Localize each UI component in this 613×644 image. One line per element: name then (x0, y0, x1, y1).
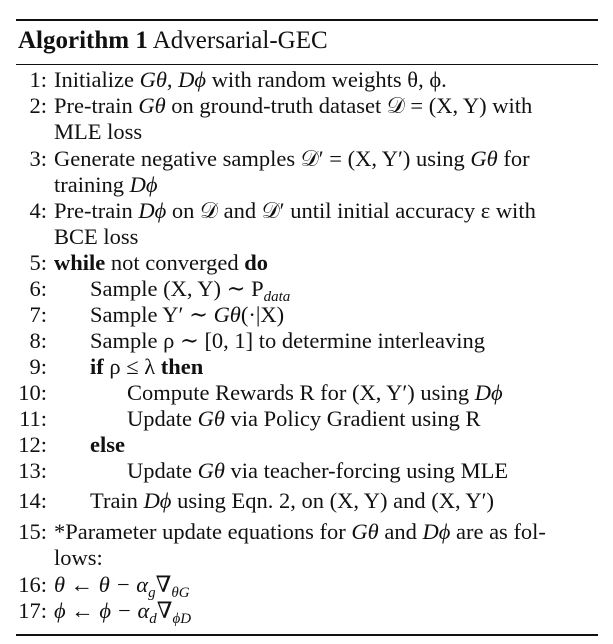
line-text: BCE loss (54, 224, 139, 249)
line-text: Initialize Gθ, Dϕ with random weights θ, ϕ. (54, 67, 447, 92)
line-number: 10: (18, 380, 47, 405)
line-text: lows: (54, 545, 103, 570)
line-text: Pre-train Gθ on ground-truth dataset 𝒟 = (X, Y) with (54, 93, 533, 118)
line-text: ϕ ← $\phi - \alpha_d\nabla_{\phi D}$ (54, 598, 192, 627)
line-text: Pre-train Dϕ on 𝒟 and 𝒟′ until initial accuracy ε with (54, 198, 536, 223)
line-number: 4: (29, 198, 47, 223)
line-number: 5: (29, 250, 47, 275)
line-text: if ρ ≤ λ then (90, 354, 204, 379)
line-text: Sample (X, Y) ∼ $P_{data}$ (90, 276, 291, 305)
line-number: 2: (29, 93, 47, 118)
title-rule (16, 64, 598, 65)
line-number: 17: (18, 598, 47, 623)
line-number: 12: (18, 432, 47, 457)
top-rule (16, 19, 598, 21)
line-number: 13: (18, 458, 47, 483)
line-text: training Dϕ (54, 172, 158, 197)
line-number: 15: (18, 519, 47, 544)
line-text: else (90, 432, 125, 457)
algorithm-title (18, 24, 328, 58)
line-number: 8: (29, 328, 47, 353)
line-text: MLE loss (54, 119, 143, 144)
line-text: Sample ρ ∼ [0, 1] to determine interleaving (90, 328, 485, 353)
line-text: while not converged do (54, 250, 268, 275)
line-text: *Parameter update equations for Gθ and Dϕ are as fol- (54, 519, 546, 544)
algorithm-name: Adversarial-GEC (152, 27, 328, 54)
line-number: 14: (18, 488, 47, 513)
line-text: Update Gθ via Policy Gradient using R (127, 406, 481, 431)
line-number: 9: (29, 354, 47, 379)
line-number: 6: (29, 276, 47, 301)
algorithm-label: Algorithm 1 (18, 27, 148, 54)
line-number: 3: (29, 146, 47, 171)
line-text: Sample Y′ ∼ Gθ(·|X) (90, 302, 285, 327)
line-number: 11: (19, 406, 47, 431)
line-text: Update Gθ via teacher-forcing using MLE (127, 458, 509, 483)
line-number: 16: (18, 572, 47, 597)
line-text: Compute Rewards R for (X, Y′) using Dϕ (127, 380, 503, 405)
line-text: θ ← $\theta - \alpha_g\nabla_{\theta G}$ (54, 572, 190, 601)
line-number: 1: (29, 67, 47, 92)
bottom-rule (16, 634, 598, 636)
line-number: 7: (29, 302, 47, 327)
line-text: Generate negative samples 𝒟′ = (X, Y′) using Gθ for (54, 146, 530, 171)
line-text: Train Dϕ using Eqn. 2, on (X, Y) and (X, Y′) (90, 488, 495, 513)
